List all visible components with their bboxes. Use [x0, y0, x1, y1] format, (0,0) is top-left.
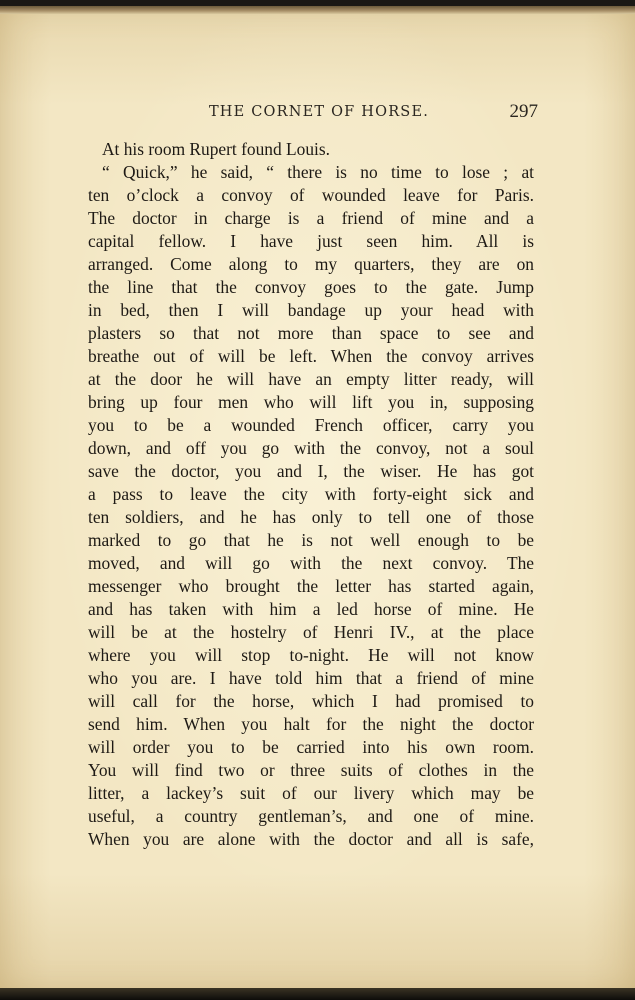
text-line: a pass to leave the city with forty-eight sick and: [88, 484, 534, 504]
text-line: When you are alone with the doctor and all is safe,: [88, 829, 534, 849]
book-page: [0, 6, 635, 992]
text-line: down, and off you go with the convoy, not a soul: [88, 438, 534, 458]
text-line: The doctor in charge is a friend of mine and a: [88, 208, 534, 228]
page-top-edge: [0, 6, 635, 14]
text-line: At his room Rupert found Louis.: [102, 139, 330, 159]
text-line: bring up four men who will lift you in, supposing: [88, 392, 534, 412]
text-line: and has taken with him a led horse of mine. He: [88, 599, 534, 619]
text-line: “ Quick,” he said, “ there is no time to lose ; at: [102, 162, 534, 182]
page-number: 297: [509, 101, 538, 122]
text-line: litter, a lackey’s suit of our livery which may be: [88, 783, 534, 803]
text-line: moved, and will go with the next convoy. The: [88, 553, 534, 573]
text-line: you to be a wounded French officer, carry you: [88, 415, 534, 435]
text-line: ten o’clock a convoy of wounded leave for Paris.: [88, 185, 534, 205]
text-line: useful, a country gentleman’s, and one of mine.: [88, 806, 534, 826]
text-line: send him. When you halt for the night the doctor: [88, 714, 534, 734]
running-head-title: THE CORNET OF HORSE.: [208, 104, 430, 120]
text-line: will order you to be carried into his own room.: [88, 737, 534, 757]
text-line: will call for the horse, which I had promised to: [88, 691, 534, 711]
text-line: save the doctor, you and I, the wiser. He has got: [88, 461, 534, 481]
text-line: breathe out of will be left. When the convoy arrives: [88, 346, 534, 366]
page-bottom-edge: [0, 988, 635, 1000]
running-head: [88, 102, 538, 124]
text-line: the line that the convoy goes to the gate. Jump: [88, 277, 534, 297]
text-line: who you are. I have told him that a friend of mine: [88, 668, 534, 688]
text-line: arranged. Come along to my quarters, they are on: [88, 254, 534, 274]
text-line: in bed, then I will bandage up your head with: [88, 300, 534, 320]
text-line: ten soldiers, and he has only to tell one of those: [88, 507, 534, 527]
text-line: at the door he will have an empty litter ready, will: [88, 369, 534, 389]
text-line: You will find two or three suits of clothes in the: [88, 760, 534, 780]
text-line: messenger who brought the letter has started again,: [88, 576, 534, 596]
text-line: where you will stop to-night. He will not know: [88, 645, 534, 665]
text-line: capital fellow. I have just seen him. All is: [88, 231, 534, 251]
text-line: plasters so that not more than space to see and: [88, 323, 534, 343]
text-line: marked to go that he is not well enough to be: [88, 530, 534, 550]
body-text: [88, 138, 534, 851]
text-line: will be at the hostelry of Henri IV., at the place: [88, 622, 534, 642]
